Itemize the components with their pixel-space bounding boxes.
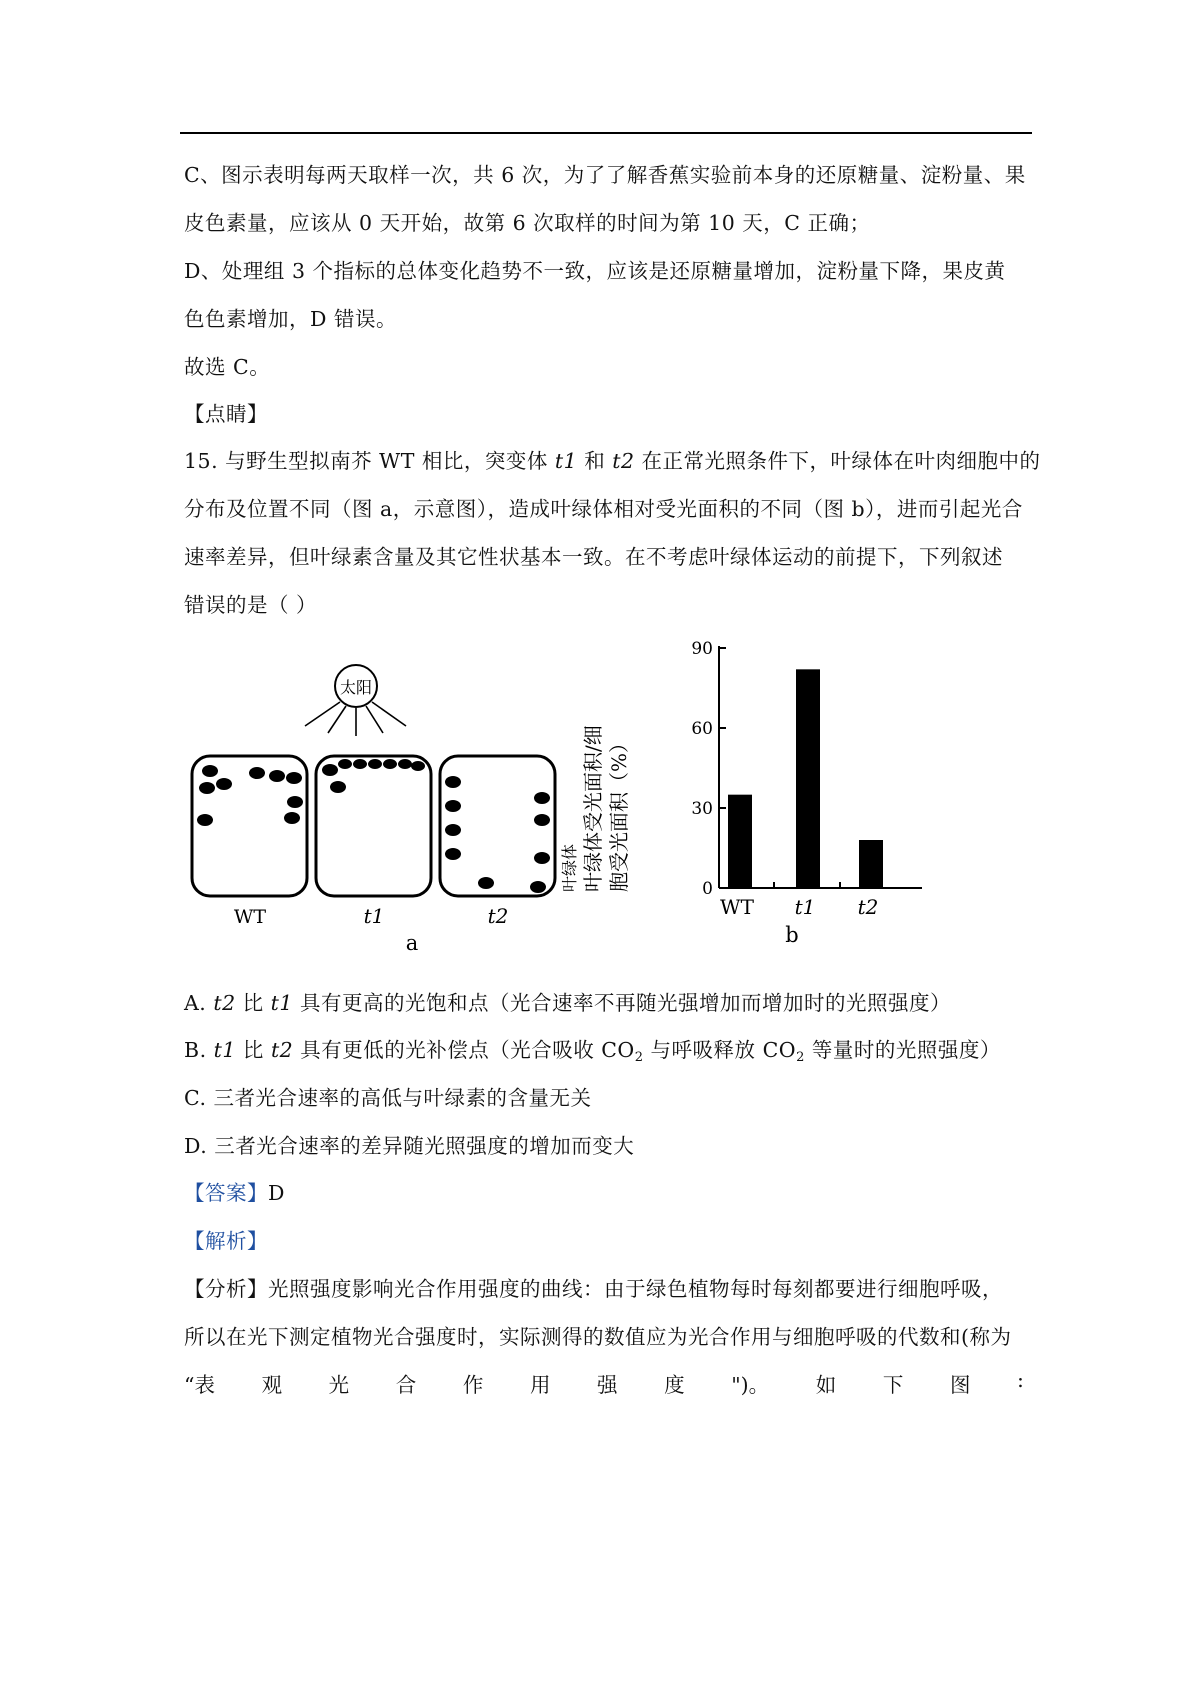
x-tick-label-t2: t2 <box>857 895 879 919</box>
analysis-char: 图 <box>949 1373 971 1397</box>
question-line-1 <box>184 444 1041 474</box>
option-a-t1: t1 <box>270 991 293 1015</box>
analysis-char: 如 <box>815 1373 837 1397</box>
analysis-char: 下 <box>882 1373 904 1397</box>
cell-label-t2: t2 <box>487 904 509 928</box>
option-b-letter: B. <box>184 1038 214 1062</box>
header-rule <box>180 132 1032 134</box>
option-a[interactable] <box>184 986 951 1016</box>
sun-icon <box>305 665 406 736</box>
y-tick-label-0: 0 <box>702 879 713 899</box>
para-c-line-1: C、图示表明每两天取样一次，共 6 次，为了了解香蕉实验前本身的还原糖量、淀粉量、果 <box>184 163 1026 187</box>
analysis-line-1: 【分析】光照强度影响光合作用强度的曲线：由于绿色植物每时每刻都要进行细胞呼吸， <box>184 1277 1003 1301</box>
option-a-letter: A. <box>184 991 214 1015</box>
answer-value: D <box>268 1181 285 1205</box>
analysis-char: 度 <box>664 1373 685 1397</box>
analysis-line-3 <box>184 1368 1024 1398</box>
para-d-line-1: D、处理组 3 个指标的总体变化趋势不一致，应该是还原糖量增加，淀粉量下降，果皮黄 <box>184 259 1006 283</box>
subscript: 2 <box>796 1050 805 1065</box>
option-b[interactable] <box>184 1033 1001 1065</box>
figure-a-caption: a <box>405 931 419 955</box>
mutant-t1: t1 <box>554 449 578 473</box>
analysis-line-2: 所以在光下测定植物光合强度时，实际测得的数值应为光合作用与细胞呼吸的代数和(称为 <box>184 1325 1012 1349</box>
analysis-char: 观 <box>261 1373 283 1397</box>
question-text: 在正常光照条件下，叶绿体在叶肉细胞中的 <box>634 449 1041 473</box>
y-axis-label-line-2: 胞受光面积（%） <box>607 732 631 892</box>
dianjing-heading: 【点睛】 <box>184 402 268 426</box>
answer-label: 【答案】 <box>184 1181 268 1205</box>
conclusion: 故选 C。 <box>184 355 271 379</box>
option-b-text: 具有更低的光补偿点（光合吸收 CO <box>293 1038 635 1062</box>
figure-a <box>180 630 680 965</box>
side-label-chloroplast: 叶绿体 <box>560 843 579 892</box>
y-axis-label-line-1: 叶绿体受光面积/细 <box>581 725 605 892</box>
analysis-char: “表 <box>184 1373 215 1397</box>
para-c-line-2: 皮色素量，应该从 0 天开始，故第 6 次取样的时间为第 10 天，C 正确； <box>184 211 871 235</box>
question-text: 和 <box>577 449 613 473</box>
sun-label: 太阳 <box>339 678 373 697</box>
bar-t2 <box>859 840 883 888</box>
option-c[interactable]: C. 三者光合速率的高低与叶绿素的含量无关 <box>184 1086 592 1110</box>
analysis-char: 用 <box>529 1373 551 1397</box>
question-line-2: 分布及位置不同（图 a，示意图），造成叶绿体相对受光面积的不同（图 b），进而引起光合 <box>184 497 1023 521</box>
answer-line <box>184 1176 285 1206</box>
y-tick-label-30: 30 <box>691 799 713 819</box>
chloroplasts-t2 <box>445 776 550 893</box>
para-d-line-2: 色色素增加，D 错误。 <box>184 307 397 331</box>
option-b-text: 等量时的光照强度） <box>804 1038 1001 1062</box>
y-tick-label-60: 60 <box>691 719 713 739</box>
option-b-t1: t1 <box>213 1038 236 1062</box>
option-a-text: 比 <box>235 991 271 1015</box>
cell-label-wt: WT <box>233 906 267 928</box>
analysis-heading: 【解析】 <box>184 1229 268 1253</box>
figure-b-caption: b <box>785 923 799 947</box>
bar-t1 <box>796 669 820 888</box>
cell-label-t1: t1 <box>363 904 385 928</box>
question-line-3: 速率差异，但叶绿素含量及其它性状基本一致。在不考虑叶绿体运动的前提下，下列叙述 <box>184 545 1003 569</box>
option-d[interactable]: D. 三者光合速率的差异随光照强度的增加而变大 <box>184 1134 635 1158</box>
option-b-t2: t2 <box>270 1038 294 1062</box>
question-line-4: 错误的是（ ） <box>184 593 318 617</box>
chloroplasts-t1 <box>322 759 425 793</box>
option-b-text: 比 <box>235 1038 271 1062</box>
question-text: 15. 与野生型拟南芥 WT 相比，突变体 <box>184 449 555 473</box>
cell-t1 <box>316 756 431 896</box>
option-b-text: 与呼吸释放 CO <box>643 1038 797 1062</box>
mutant-t2: t2 <box>612 449 635 473</box>
analysis-char: 作 <box>462 1373 484 1397</box>
figure-b-chart <box>660 630 930 960</box>
option-a-text: 具有更高的光饱和点（光合速率不再随光强增加而增加时的光照强度） <box>292 991 951 1015</box>
y-tick-label-90: 90 <box>691 639 713 659</box>
x-tick-label-t1: t1 <box>794 895 816 919</box>
option-a-t2: t2 <box>213 991 236 1015</box>
analysis-char: : <box>1017 1368 1024 1392</box>
x-tick-label-wt: WT <box>720 895 754 919</box>
chloroplasts-wt <box>197 765 303 826</box>
analysis-char: 光 <box>328 1373 350 1397</box>
bar-wt <box>728 795 752 888</box>
subscript: 2 <box>634 1050 644 1065</box>
analysis-char: ")。 <box>731 1373 770 1397</box>
analysis-char: 合 <box>395 1373 417 1397</box>
analysis-char: 强 <box>597 1373 618 1397</box>
